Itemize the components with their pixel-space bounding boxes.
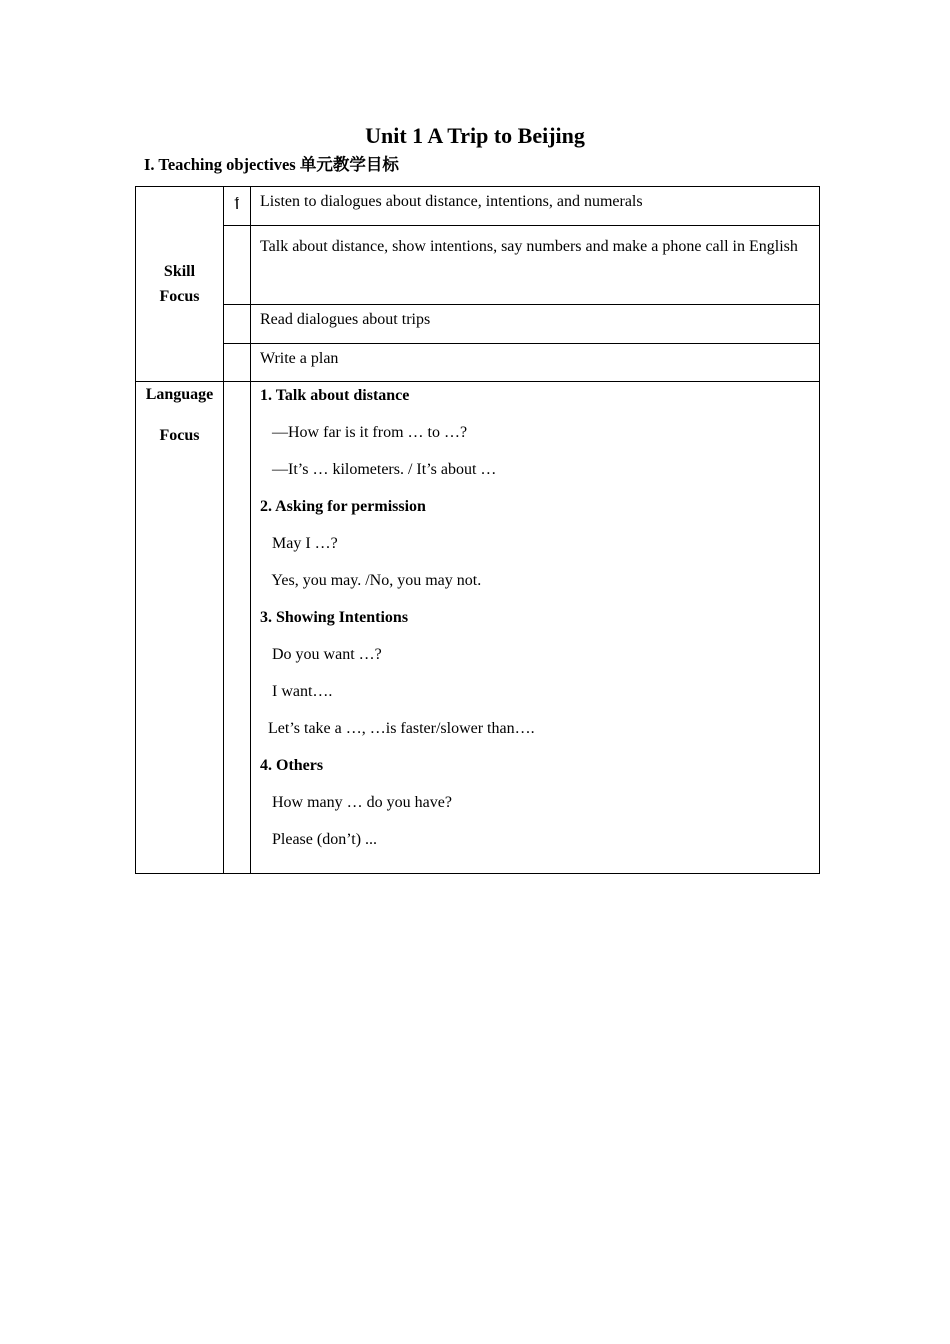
language-example: —How far is it from … to …?: [260, 424, 468, 441]
language-lines: [260, 384, 810, 865]
language-focus-label: [136, 382, 224, 874]
skill-item-listen: Listen to dialogues about distance, intentions, and numerals: [251, 187, 820, 226]
skill-row-1: [136, 187, 820, 226]
language-example: Do you want …?: [260, 646, 382, 663]
language-focus-content: [251, 382, 820, 874]
language-example: Let’s take a …, …is faster/slower than….: [260, 720, 535, 737]
language-heading: 3. Showing Intentions: [260, 609, 409, 626]
language-heading: 4. Others: [260, 757, 324, 774]
row-marker-empty: [224, 226, 251, 305]
skill-row-3: [136, 305, 820, 344]
language-example: —It’s … kilometers. / It’s about …: [260, 461, 497, 478]
objectives-table: [135, 186, 820, 874]
language-example: I want….: [260, 683, 333, 700]
skill-item-talk: Talk about distance, show intentions, say numbers and make a phone call in English: [251, 226, 820, 305]
language-example: May I …?: [260, 535, 338, 552]
language-heading: 1. Talk about distance: [260, 387, 410, 404]
section-heading: I. Teaching objectives 单元教学目标: [144, 155, 399, 174]
language-example: Yes, you may. /No, you may not.: [260, 572, 482, 589]
language-example: Please (don’t) ...: [260, 831, 378, 848]
skill-row-4: [136, 344, 820, 382]
skill-focus-label-line1: Skill: [163, 263, 196, 280]
row-marker: ٲ: [224, 187, 251, 226]
language-example: How many … do you have?: [260, 794, 452, 811]
language-row: [136, 382, 820, 874]
skill-item-read: Read dialogues about trips: [251, 305, 820, 344]
language-focus-label-line1: Language: [145, 386, 214, 403]
skill-focus-label-line2: Focus: [159, 288, 200, 305]
row-marker-empty: [224, 344, 251, 382]
skill-item-write: Write a plan: [251, 344, 820, 382]
row-marker-empty: [224, 305, 251, 344]
language-heading: 2. Asking for permission: [260, 498, 426, 515]
skill-focus-label: [136, 187, 224, 382]
skill-row-2: [136, 226, 820, 305]
document-title: Unit 1 A Trip to Beijing: [365, 123, 585, 148]
language-focus-label-line2: Focus: [159, 427, 200, 444]
row-marker-empty: [224, 382, 251, 874]
